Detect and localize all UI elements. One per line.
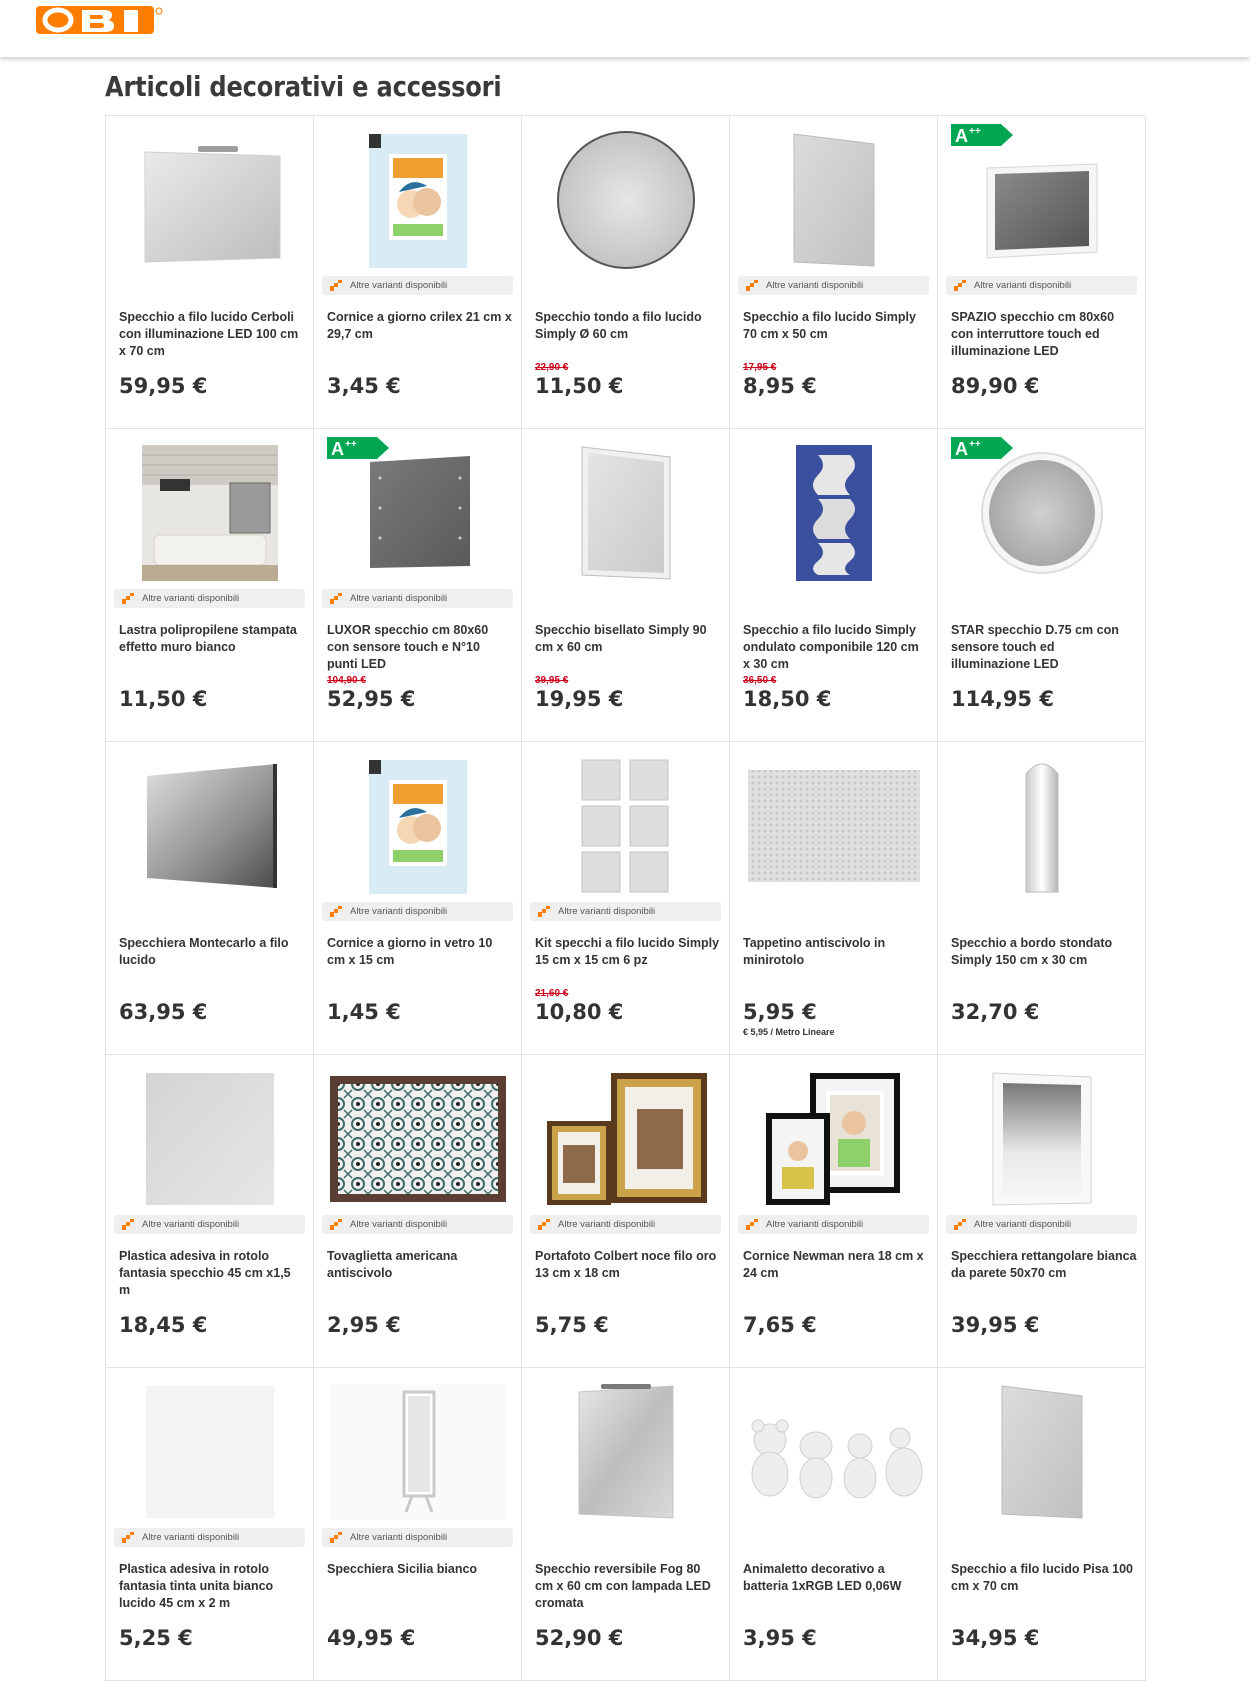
product-tile[interactable]: [938, 1055, 1146, 1368]
product-name[interactable]: Plastica adesiva in rotolo fantasia tinta unita bianco lucido 45 cm x 2 m: [119, 1562, 274, 1610]
variants-icon: [330, 593, 342, 604]
variants-label: Altre varianti disponibili: [350, 1219, 448, 1230]
variants-icon: [330, 906, 342, 917]
variants-badge[interactable]: [114, 1215, 305, 1234]
product-price: 49,95 €: [327, 1626, 416, 1650]
product-price: 89,90 €: [951, 374, 1040, 398]
variants-badge[interactable]: [738, 1215, 929, 1234]
product-name[interactable]: Specchiera rettangolare bianca da parete 50x70 cm: [951, 1249, 1137, 1280]
old-price: 21,60 €: [535, 988, 569, 999]
product-name[interactable]: Tappetino antiscivolo in minirotolo: [743, 936, 886, 967]
variants-label: Altre varianti disponibili: [766, 1219, 864, 1230]
poster-frame-image[interactable]: [328, 130, 508, 270]
site-header: [0, 0, 1250, 57]
product-price: 63,95 €: [119, 1000, 208, 1024]
old-price: 17,95 €: [743, 362, 777, 373]
product-name[interactable]: Specchiera Sicilia bianco: [327, 1562, 478, 1576]
product-tile[interactable]: [314, 116, 522, 429]
variants-icon: [954, 1219, 966, 1230]
variants-icon: [538, 906, 550, 917]
product-tile[interactable]: [106, 1368, 314, 1681]
product-name[interactable]: Tovaglietta americana antiscivolo: [327, 1249, 458, 1280]
energy-label-badge: [951, 124, 1013, 146]
product-tile[interactable]: [522, 742, 730, 1055]
variants-badge[interactable]: [322, 902, 513, 921]
unit-price: € 5,95 / Metro Lineare: [743, 1027, 835, 1037]
product-tile[interactable]: [938, 742, 1146, 1055]
product-name[interactable]: Specchio a bordo stondato Simply 150 cm x 30 cm: [951, 936, 1113, 967]
product-name[interactable]: Lastra polipropilene stampata effetto muro bianco: [119, 623, 297, 654]
variants-icon: [122, 1532, 134, 1543]
product-tile[interactable]: [314, 429, 522, 742]
product-tile[interactable]: [522, 429, 730, 742]
standing-mirror-image[interactable]: [328, 1382, 508, 1522]
variants-badge[interactable]: [946, 1215, 1137, 1234]
product-name[interactable]: Specchio reversibile Fog 80 cm x 60 cm con lampada LED cromata: [535, 1562, 711, 1610]
product-price: 18,45 €: [119, 1313, 208, 1337]
product-price: 2,95 €: [327, 1313, 401, 1337]
variants-badge[interactable]: [114, 589, 305, 608]
product-price: 18,50 €: [743, 687, 832, 711]
variants-label: Altre varianti disponibili: [350, 593, 448, 604]
energy-label-text: A: [955, 126, 968, 146]
bevelled-mirror-image[interactable]: [536, 443, 716, 583]
energy-label-sup: ++: [969, 126, 981, 137]
old-price: 22,90 €: [535, 362, 569, 373]
product-name[interactable]: Cornice a giorno in vetro 10 cm x 15 cm: [327, 936, 493, 967]
energy-label-badge: [327, 437, 389, 459]
variants-badge[interactable]: [322, 1528, 513, 1547]
tall-mirror-image[interactable]: [952, 756, 1132, 896]
round-mirror-image[interactable]: [536, 130, 716, 270]
product-price: 11,50 €: [535, 374, 624, 398]
product-price: 5,75 €: [535, 1313, 609, 1337]
variants-label: Altre varianti disponibili: [350, 906, 448, 917]
product-tile[interactable]: [522, 1368, 730, 1681]
product-price: 5,25 €: [119, 1626, 193, 1650]
product-name[interactable]: Portafoto Colbert noce filo oro 13 cm x 18 cm: [535, 1249, 717, 1280]
product-name[interactable]: Specchiera Montecarlo a filo lucido: [119, 936, 289, 967]
product-name[interactable]: Specchio a filo lucido Simply ondulato componibile 120 cm x 30 cm: [743, 623, 919, 671]
placemat-image[interactable]: [328, 1069, 508, 1209]
energy-label-badge: [951, 437, 1013, 459]
product-tile[interactable]: [730, 1055, 938, 1368]
variants-badge[interactable]: [946, 276, 1137, 295]
old-price: 104,90 €: [327, 675, 366, 686]
product-tile[interactable]: [522, 1055, 730, 1368]
variants-badge[interactable]: [530, 1215, 721, 1234]
product-name[interactable]: Specchio a filo lucido Simply 70 cm x 50 cm: [743, 310, 916, 341]
variants-icon: [330, 1219, 342, 1230]
page-title: Articoli decorativi e accessori: [105, 70, 502, 103]
variants-label: Altre varianti disponibili: [558, 1219, 656, 1230]
round-led-mirror-image[interactable]: [952, 443, 1132, 583]
product-price: 114,95 €: [951, 687, 1054, 711]
framed-led-mirror-image[interactable]: [952, 130, 1132, 270]
product-tile[interactable]: [730, 1368, 938, 1681]
product-grid: [105, 115, 1145, 1682]
variants-icon: [330, 280, 342, 291]
energy-label-sup: ++: [969, 439, 981, 450]
poster-frame-image[interactable]: [328, 756, 508, 896]
product-price: 5,95 €: [743, 1000, 817, 1024]
variants-label: Altre varianti disponibili: [142, 593, 240, 604]
fog-mirror-image[interactable]: [536, 1382, 716, 1522]
product-price: 19,95 €: [535, 687, 624, 711]
product-tile[interactable]: [106, 429, 314, 742]
old-price: 36,50 €: [743, 675, 777, 686]
variants-icon: [538, 1219, 550, 1230]
product-tile[interactable]: [730, 429, 938, 742]
product-name[interactable]: Plastica adesiva in rotolo fantasia specchio 45 cm x1,5 m: [119, 1249, 291, 1297]
variants-badge[interactable]: [114, 1528, 305, 1547]
variants-icon: [122, 1219, 134, 1230]
product-price: 8,95 €: [743, 374, 817, 398]
variants-badge[interactable]: [322, 1215, 513, 1234]
product-price: 52,90 €: [535, 1626, 624, 1650]
product-tile[interactable]: [522, 116, 730, 429]
variants-label: Altre varianti disponibili: [350, 280, 448, 291]
product-tile[interactable]: [314, 742, 522, 1055]
product-tile[interactable]: [106, 1055, 314, 1368]
led-dots-mirror-image[interactable]: [328, 443, 508, 583]
variants-label: Altre varianti disponibili: [142, 1219, 240, 1230]
product-tile[interactable]: [106, 742, 314, 1055]
product-price: 3,45 €: [327, 374, 401, 398]
black-frames-image[interactable]: [744, 1069, 924, 1209]
product-price: 52,95 €: [327, 687, 416, 711]
dark-mirror-image[interactable]: [120, 756, 300, 896]
product-name[interactable]: Specchio bisellato Simply 90 cm x 60 cm: [535, 623, 707, 654]
product-name[interactable]: Animaletto decorativo a batteria 1xRGB LED 0,06W: [743, 1562, 902, 1593]
mirror-led-image[interactable]: [120, 130, 300, 270]
product-price: 10,80 €: [535, 1000, 624, 1024]
product-tile[interactable]: [314, 1368, 522, 1681]
energy-label-sup: ++: [345, 439, 357, 450]
variants-badge[interactable]: [530, 902, 721, 921]
product-tile[interactable]: [938, 429, 1146, 742]
variants-label: Altre varianti disponibili: [974, 1219, 1072, 1230]
energy-label-text: A: [331, 439, 344, 459]
variants-icon: [330, 1532, 342, 1543]
variants-badge[interactable]: [738, 276, 929, 295]
wall-panel-room-image[interactable]: [120, 443, 300, 583]
mirror-image[interactable]: [744, 130, 924, 270]
product-price: 32,70 €: [951, 1000, 1040, 1024]
product-price: 7,65 €: [743, 1313, 817, 1337]
product-price: 34,95 €: [951, 1626, 1040, 1650]
variants-icon: [954, 280, 966, 291]
product-name[interactable]: Cornice a giorno crilex 21 cm x 29,7 cm: [327, 310, 512, 341]
variants-label: Altre varianti disponibili: [142, 1532, 240, 1543]
product-tile[interactable]: [314, 1055, 522, 1368]
variants-label: Altre varianti disponibili: [974, 280, 1072, 291]
variants-label: Altre varianti disponibili: [766, 280, 864, 291]
product-tile[interactable]: [730, 116, 938, 429]
product-name[interactable]: STAR specchio D.75 cm con sensore touch ed illuminazione LED: [951, 623, 1119, 671]
variants-icon: [122, 593, 134, 604]
old-price: 39,95 €: [535, 675, 569, 686]
wavy-mirror-image[interactable]: [744, 443, 924, 583]
mirror-image[interactable]: [952, 1382, 1132, 1522]
product-name[interactable]: LUXOR specchio cm 80x60 con sensore touch e N°10 punti LED: [327, 623, 489, 671]
animal-lamps-image[interactable]: [744, 1382, 924, 1522]
energy-label-text: A: [955, 439, 968, 459]
product-price: 59,95 €: [119, 374, 208, 398]
product-price: 3,95 €: [743, 1626, 817, 1650]
variants-label: Altre varianti disponibili: [558, 906, 656, 917]
product-name[interactable]: Specchio tondo a filo lucido Simply Ø 60 cm: [535, 310, 702, 341]
white-film-image[interactable]: [120, 1382, 300, 1522]
product-tile[interactable]: [106, 116, 314, 429]
white-framed-mirror-image[interactable]: [952, 1069, 1132, 1209]
anti-slip-mat-image[interactable]: [744, 756, 924, 896]
product-tile[interactable]: [730, 742, 938, 1055]
variants-icon: [746, 280, 758, 291]
mirror-tiles-image[interactable]: [536, 756, 716, 896]
adhesive-film-image[interactable]: [120, 1069, 300, 1209]
product-price: 11,50 €: [119, 687, 208, 711]
product-price: 39,95 €: [951, 1313, 1040, 1337]
variants-label: Altre varianti disponibili: [350, 1532, 448, 1543]
product-tile[interactable]: [938, 1368, 1146, 1681]
product-name[interactable]: Cornice Newman nera 18 cm x 24 cm: [743, 1249, 924, 1280]
variants-badge[interactable]: [322, 589, 513, 608]
variants-icon: [746, 1219, 758, 1230]
product-price: 1,45 €: [327, 1000, 401, 1024]
product-name[interactable]: Specchio a filo lucido Cerboli con illuminazione LED 100 cm x 70 cm: [119, 310, 299, 358]
obi-logo[interactable]: [36, 3, 166, 36]
product-tile[interactable]: [938, 116, 1146, 429]
wooden-frames-image[interactable]: [536, 1069, 716, 1209]
product-name[interactable]: Specchio a filo lucido Pisa 100 cm x 70 cm: [951, 1562, 1134, 1593]
variants-badge[interactable]: [322, 276, 513, 295]
product-name[interactable]: Kit specchi a filo lucido Simply 15 cm x 15 cm 6 pz: [535, 936, 720, 967]
product-name[interactable]: SPAZIO specchio cm 80x60 con interruttore touch ed illuminazione LED: [951, 310, 1115, 358]
